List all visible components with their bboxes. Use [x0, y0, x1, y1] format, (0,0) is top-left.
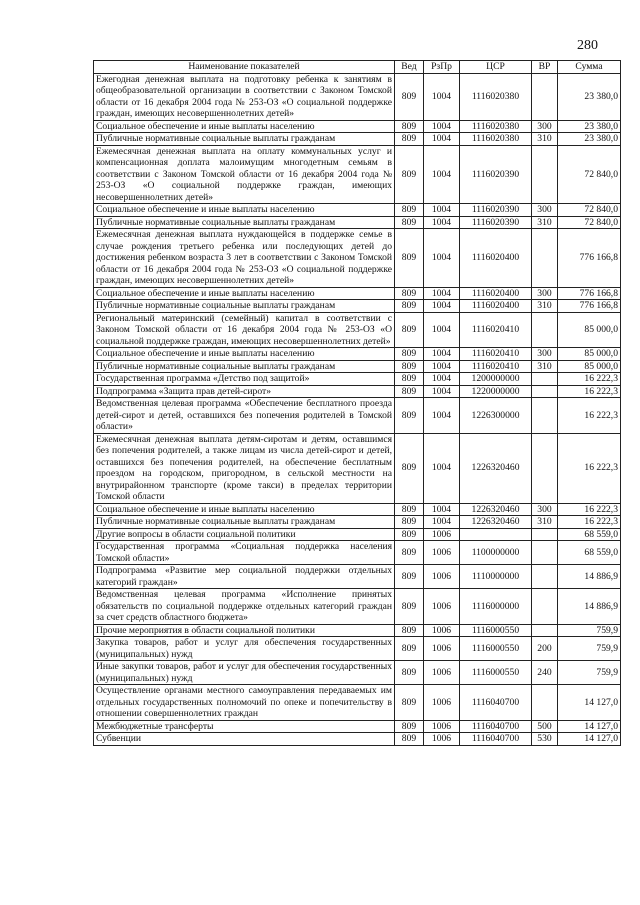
- table-cell-sum: 14 886,9: [558, 589, 621, 625]
- table-cell-rzpr: 1004: [424, 133, 460, 146]
- table-row: [94, 312, 621, 348]
- table-row: [94, 73, 621, 120]
- table-cell-csr: 1116020380: [460, 133, 532, 146]
- table-cell-sum: 85 000,0: [558, 348, 621, 361]
- table-cell-ved: 809: [395, 503, 424, 516]
- table-cell-ved: 809: [395, 733, 424, 746]
- table-cell-csr: 1116020380: [460, 73, 532, 120]
- table-cell-rzpr: 1006: [424, 541, 460, 565]
- table-row: [94, 503, 621, 516]
- table-row: [94, 661, 621, 685]
- table-cell-name: Прочие мероприятия в области социальной политики: [94, 624, 395, 637]
- table-cell-rzpr: 1004: [424, 360, 460, 373]
- table-cell-csr: 1226300000: [460, 398, 532, 434]
- table-cell-rzpr: 1004: [424, 385, 460, 398]
- table-cell-name: Государственная программа «Социальная поддержка населения Томской области»: [94, 541, 395, 565]
- table-cell-ved: 809: [395, 516, 424, 529]
- table-cell-vr: [532, 73, 558, 120]
- table-cell-sum: 776 166,8: [558, 287, 621, 300]
- table-cell-sum: 759,9: [558, 637, 621, 661]
- table-row: [94, 589, 621, 625]
- table-cell-sum: 16 222,3: [558, 373, 621, 386]
- table-cell-sum: 14 886,9: [558, 565, 621, 589]
- table-cell-vr: [532, 541, 558, 565]
- table-cell-name: Социальное обеспечение и иные выплаты населению: [94, 287, 395, 300]
- table-cell-rzpr: 1006: [424, 637, 460, 661]
- table-cell-ved: 809: [395, 204, 424, 217]
- table-cell-vr: [532, 624, 558, 637]
- table-cell-name: Ежегодная денежная выплата на подготовку ребенка к занятиям в общеобразовательной организации в соответствии с Законом Томской области от 16 декабря 2004 года № 253-ОЗ «О социальной поддержке граждан, имеющих несовершеннолетних детей»: [94, 73, 395, 120]
- table-cell-sum: 16 222,3: [558, 503, 621, 516]
- table-cell-ved: 809: [395, 73, 424, 120]
- table-cell-sum: 14 127,0: [558, 685, 621, 721]
- table-cell-name: Ежемесячная денежная выплата детям-сиротам и детям, оставшимся без попечения родителей, а также лицам из числа детей-сирот и детей, оставшихся без попечения родителей, на обеспечение бесплатным проездом на городском, пригородном, в сельской местности на внутрирайонном транспорте (кроме такси) в пределах территории Томской области: [94, 433, 395, 503]
- table-cell-rzpr: 1004: [424, 216, 460, 229]
- table-cell-vr: 530: [532, 733, 558, 746]
- table-cell-csr: 1200000000: [460, 373, 532, 386]
- table-cell-csr: 1116040700: [460, 685, 532, 721]
- table-cell-ved: 809: [395, 565, 424, 589]
- table-cell-sum: 14 127,0: [558, 720, 621, 733]
- table-cell-vr: [532, 398, 558, 434]
- table-cell-csr: 1116020410: [460, 348, 532, 361]
- table-cell-name: Социальное обеспечение и иные выплаты населению: [94, 120, 395, 133]
- table-row: [94, 385, 621, 398]
- table-cell-vr: 310: [532, 216, 558, 229]
- table-cell-name: Публичные нормативные социальные выплаты гражданам: [94, 360, 395, 373]
- table-cell-sum: 68 559,0: [558, 528, 621, 541]
- table-cell-csr: 1116020410: [460, 312, 532, 348]
- table-cell-name: Социальное обеспечение и иные выплаты населению: [94, 503, 395, 516]
- budget-table: [93, 60, 621, 746]
- table-cell-ved: 809: [395, 360, 424, 373]
- table-cell-csr: 1116020380: [460, 120, 532, 133]
- table-cell-sum: 23 380,0: [558, 133, 621, 146]
- table-cell-ved: 809: [395, 398, 424, 434]
- table-cell-ved: 809: [395, 300, 424, 313]
- header-csr: ЦСР: [460, 61, 532, 74]
- table-cell-name: Публичные нормативные социальные выплаты гражданам: [94, 216, 395, 229]
- table-cell-ved: 809: [395, 637, 424, 661]
- table-cell-csr: 1116000000: [460, 589, 532, 625]
- table-cell-vr: [532, 685, 558, 721]
- table-cell-sum: 16 222,3: [558, 385, 621, 398]
- table-cell-csr: 1116020400: [460, 229, 532, 288]
- table-cell-vr: [532, 565, 558, 589]
- table-cell-csr: 1116000550: [460, 624, 532, 637]
- table-cell-rzpr: 1006: [424, 685, 460, 721]
- table-cell-sum: 23 380,0: [558, 73, 621, 120]
- table-cell-name: Закупка товаров, работ и услуг для обеспечения государственных (муниципальных) нужд: [94, 637, 395, 661]
- table-cell-vr: 300: [532, 204, 558, 217]
- table-cell-csr: 1220000000: [460, 385, 532, 398]
- table-cell-rzpr: 1004: [424, 348, 460, 361]
- table-cell-name: Ежемесячная денежная выплата нуждающейся в поддержке семье в случае рождения третьего ребенка или последующих детей до достижения ребенком возраста 3 лет в соответствии с Законом Томской области от 16 декабря 2004 года № 253-ОЗ «О социальной поддержке граждан, имеющих несовершеннолетних детей»: [94, 229, 395, 288]
- table-cell-name: Другие вопросы в области социальной политики: [94, 528, 395, 541]
- table-cell-name: Ведомственная целевая программа «Исполнение принятых обязательств по социальной поддержке отдельных категорий граждан за счет средств областного бюджета»: [94, 589, 395, 625]
- table-cell-sum: 23 380,0: [558, 120, 621, 133]
- table-cell-vr: [532, 385, 558, 398]
- table-row: [94, 360, 621, 373]
- table-cell-sum: 68 559,0: [558, 541, 621, 565]
- table-cell-rzpr: 1004: [424, 503, 460, 516]
- table-cell-vr: 310: [532, 300, 558, 313]
- table-cell-vr: 200: [532, 637, 558, 661]
- table-cell-name: Осуществление органами местного самоуправления передаваемых им отдельных государственных полномочий по опеке и попечительству в отношении совершеннолетних граждан: [94, 685, 395, 721]
- table-cell-csr: 1116000550: [460, 637, 532, 661]
- header-sum: Сумма: [558, 61, 621, 74]
- table-cell-ved: 809: [395, 624, 424, 637]
- table-cell-sum: 759,9: [558, 624, 621, 637]
- table-cell-ved: 809: [395, 229, 424, 288]
- table-cell-vr: [532, 528, 558, 541]
- table-row: [94, 229, 621, 288]
- table-cell-vr: [532, 145, 558, 204]
- header-rzpr: РзПр: [424, 61, 460, 74]
- table-cell-vr: 310: [532, 516, 558, 529]
- table-row: [94, 300, 621, 313]
- table-row: [94, 145, 621, 204]
- table-cell-vr: [532, 589, 558, 625]
- table-cell-ved: 809: [395, 348, 424, 361]
- table-cell-csr: 1116020390: [460, 145, 532, 204]
- table-cell-sum: 16 222,3: [558, 516, 621, 529]
- table-cell-rzpr: 1006: [424, 565, 460, 589]
- table-cell-name: Социальное обеспечение и иные выплаты населению: [94, 348, 395, 361]
- table-cell-rzpr: 1004: [424, 398, 460, 434]
- table-cell-rzpr: 1004: [424, 120, 460, 133]
- table-row: [94, 348, 621, 361]
- table-cell-vr: [532, 373, 558, 386]
- table-row: [94, 398, 621, 434]
- table-row: [94, 120, 621, 133]
- header-vr: ВР: [532, 61, 558, 74]
- table-cell-csr: 1116020400: [460, 300, 532, 313]
- table-cell-name: Подпрограмма «Защита прав детей-сирот»: [94, 385, 395, 398]
- table-cell-rzpr: 1004: [424, 204, 460, 217]
- table-cell-sum: 72 840,0: [558, 204, 621, 217]
- table-cell-rzpr: 1006: [424, 624, 460, 637]
- table-row: [94, 624, 621, 637]
- table-cell-vr: 300: [532, 503, 558, 516]
- table-cell-vr: 300: [532, 287, 558, 300]
- table-cell-csr: 1226320460: [460, 516, 532, 529]
- table-cell-rzpr: 1004: [424, 300, 460, 313]
- table-row: [94, 565, 621, 589]
- table-cell-ved: 809: [395, 541, 424, 565]
- table-cell-ved: 809: [395, 145, 424, 204]
- table-cell-ved: 809: [395, 685, 424, 721]
- table-cell-ved: 809: [395, 589, 424, 625]
- table-row: [94, 685, 621, 721]
- table-cell-rzpr: 1004: [424, 73, 460, 120]
- table-cell-rzpr: 1004: [424, 516, 460, 529]
- table-cell-rzpr: 1006: [424, 661, 460, 685]
- table-cell-csr: [460, 528, 532, 541]
- table-row: [94, 733, 621, 746]
- table-cell-ved: 809: [395, 120, 424, 133]
- table-cell-vr: 310: [532, 360, 558, 373]
- table-cell-vr: 300: [532, 120, 558, 133]
- table-cell-sum: 85 000,0: [558, 312, 621, 348]
- table-cell-ved: 809: [395, 133, 424, 146]
- table-cell-csr: 1226320460: [460, 433, 532, 503]
- table-cell-csr: 1116020390: [460, 216, 532, 229]
- table-row: [94, 528, 621, 541]
- table-cell-sum: 14 127,0: [558, 733, 621, 746]
- table-cell-name: Подпрограмма «Развитие мер социальной поддержки отдельных категорий граждан»: [94, 565, 395, 589]
- table-cell-name: Региональный материнский (семейный) капитал в соответствии с Законом Томской области от 16 декабря 2004 года № 253-ОЗ «О социальной поддержке граждан, имеющих несовершеннолетних детей»: [94, 312, 395, 348]
- table-cell-sum: 776 166,8: [558, 300, 621, 313]
- table-row: [94, 133, 621, 146]
- table-cell-rzpr: 1004: [424, 433, 460, 503]
- table-cell-rzpr: 1004: [424, 229, 460, 288]
- table-cell-csr: 1110000000: [460, 565, 532, 589]
- table-cell-csr: 1116040700: [460, 720, 532, 733]
- table-cell-rzpr: 1006: [424, 720, 460, 733]
- table-cell-vr: 300: [532, 348, 558, 361]
- table-cell-ved: 809: [395, 661, 424, 685]
- table-row: [94, 216, 621, 229]
- table-cell-ved: 809: [395, 433, 424, 503]
- table-cell-name: Публичные нормативные социальные выплаты гражданам: [94, 300, 395, 313]
- table-cell-name: Иные закупки товаров, работ и услуг для обеспечения государственных (муниципальных) нужд: [94, 661, 395, 685]
- table-cell-name: Ежемесячная денежная выплата на оплату коммунальных услуг и компенсационная доплата малоимущим многодетным семьям в соответствии с Законом Томской области от 16 декабря 2004 года № 253-ОЗ «О социальной поддержке граждан, имеющих несовершеннолетних детей»: [94, 145, 395, 204]
- table-cell-rzpr: 1004: [424, 312, 460, 348]
- table-cell-sum: 759,9: [558, 661, 621, 685]
- table-cell-name: Государственная программа «Детство под защитой»: [94, 373, 395, 386]
- table-cell-sum: 776 166,8: [558, 229, 621, 288]
- table-row: [94, 287, 621, 300]
- table-cell-rzpr: 1004: [424, 287, 460, 300]
- table-cell-csr: 1116020410: [460, 360, 532, 373]
- table-cell-name: Социальное обеспечение и иные выплаты населению: [94, 204, 395, 217]
- table-cell-rzpr: 1006: [424, 589, 460, 625]
- table-cell-name: Межбюджетные трансферты: [94, 720, 395, 733]
- table-cell-name: Субвенции: [94, 733, 395, 746]
- table-row: [94, 373, 621, 386]
- table-cell-csr: 1116040700: [460, 733, 532, 746]
- table-cell-ved: 809: [395, 216, 424, 229]
- table-row: [94, 516, 621, 529]
- header-name: Наименование показателей: [94, 61, 395, 74]
- table-cell-csr: 1226320460: [460, 503, 532, 516]
- table-cell-rzpr: 1004: [424, 373, 460, 386]
- table-cell-sum: 72 840,0: [558, 145, 621, 204]
- table-row: [94, 541, 621, 565]
- table-cell-name: Публичные нормативные социальные выплаты гражданам: [94, 516, 395, 529]
- table-cell-vr: [532, 312, 558, 348]
- table-cell-ved: 809: [395, 287, 424, 300]
- table-cell-csr: 1116000550: [460, 661, 532, 685]
- table-cell-ved: 809: [395, 528, 424, 541]
- table-cell-rzpr: 1004: [424, 145, 460, 204]
- table-cell-vr: 500: [532, 720, 558, 733]
- table-cell-ved: 809: [395, 373, 424, 386]
- table-cell-rzpr: 1006: [424, 528, 460, 541]
- page-number: 280: [577, 38, 598, 53]
- table-cell-vr: [532, 229, 558, 288]
- table-row: [94, 433, 621, 503]
- table-cell-ved: 809: [395, 312, 424, 348]
- table-cell-name: Публичные нормативные социальные выплаты гражданам: [94, 133, 395, 146]
- table-body: [94, 73, 621, 745]
- table-row: [94, 204, 621, 217]
- table-cell-vr: [532, 433, 558, 503]
- table-cell-vr: 240: [532, 661, 558, 685]
- table-cell-csr: 1100000000: [460, 541, 532, 565]
- table-cell-csr: 1116020400: [460, 287, 532, 300]
- table-cell-rzpr: 1006: [424, 733, 460, 746]
- table-cell-sum: 16 222,3: [558, 433, 621, 503]
- header-ved: Вед: [395, 61, 424, 74]
- table-cell-vr: 310: [532, 133, 558, 146]
- table-header-row: [94, 61, 621, 74]
- table-row: [94, 637, 621, 661]
- table-cell-sum: 16 222,3: [558, 398, 621, 434]
- table-cell-ved: 809: [395, 720, 424, 733]
- table-cell-ved: 809: [395, 385, 424, 398]
- table-row: [94, 720, 621, 733]
- table-cell-sum: 72 840,0: [558, 216, 621, 229]
- table-cell-csr: 1116020390: [460, 204, 532, 217]
- table-cell-name: Ведомственная целевая программа «Обеспечение бесплатного проезда детей-сирот и детей, оставшихся без попечения родителей в Томской области»: [94, 398, 395, 434]
- table-cell-sum: 85 000,0: [558, 360, 621, 373]
